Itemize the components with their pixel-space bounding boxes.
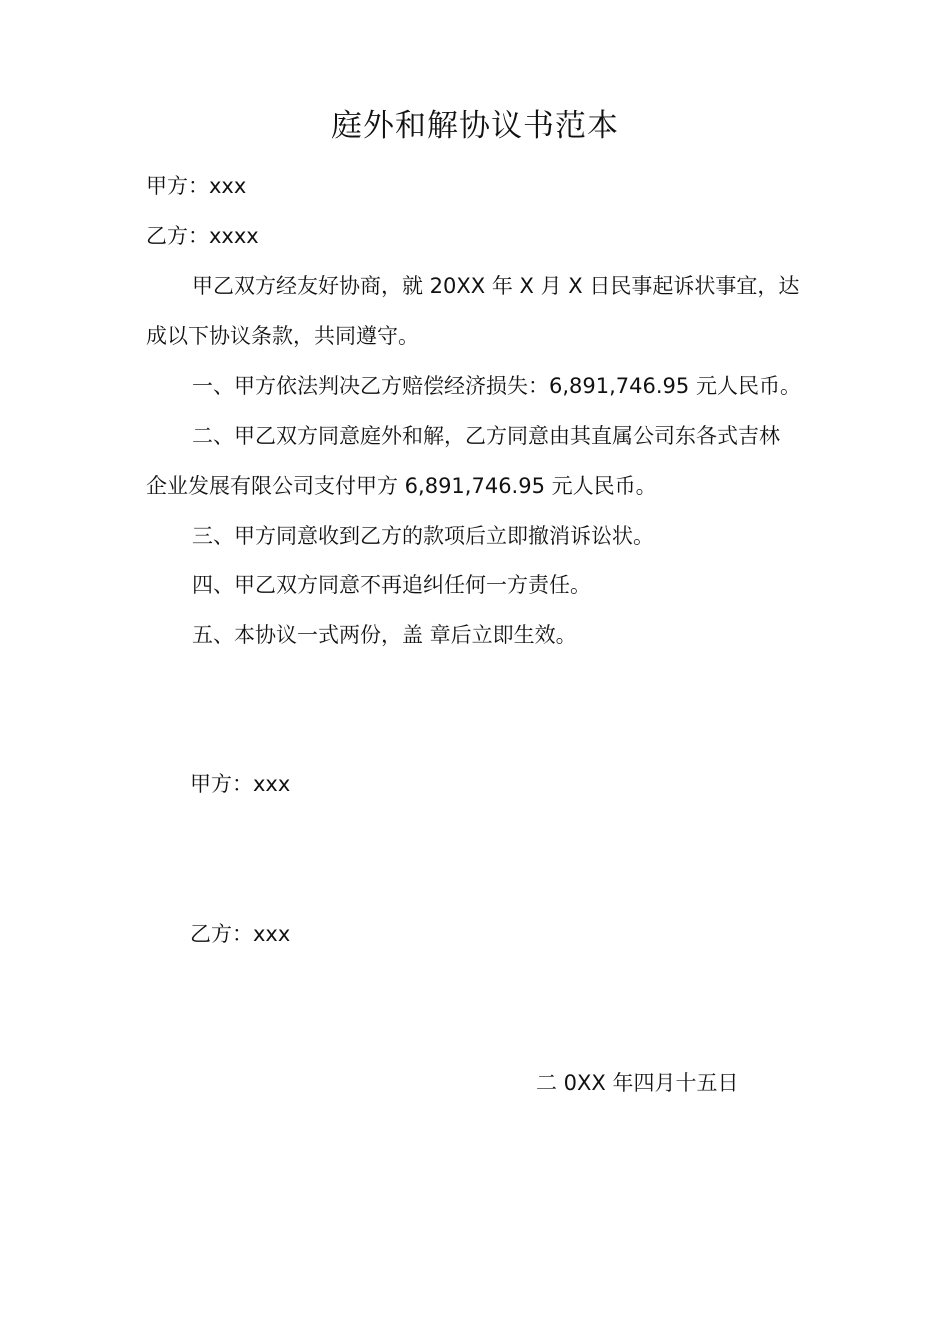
signature-party-a: 甲方：xxx <box>190 772 291 796</box>
clause-5: 五、本协议一式两份，盖 章后立即生效。 <box>192 623 577 647</box>
clause-2-line-1: 二、甲乙双方同意庭外和解，乙方同意由其直属公司东各式吉林 <box>192 424 780 448</box>
agreement-date: 二 0XX 年四月十五日 <box>536 1071 739 1095</box>
clause-1: 一、甲方依法判决乙方赔偿经济损失：6,891,746.95 元人民币。 <box>192 374 801 398</box>
clause-2-line-2: 企业发展有限公司支付甲方 6,891,746.95 元人民币。 <box>146 474 657 498</box>
clause-4: 四、甲乙双方同意不再追纠任何一方责任。 <box>192 573 591 597</box>
document-title: 庭外和解协议书范本 <box>331 108 619 144</box>
intro-paragraph-line-2: 成以下协议条款，共同遵守。 <box>146 324 419 348</box>
intro-paragraph-line-1: 甲乙双方经友好协商，就 20XX 年 X 月 X 日民事起诉状事宜，达 <box>192 274 800 298</box>
clause-3: 三、甲方同意收到乙方的款项后立即撤消诉讼状。 <box>192 524 654 548</box>
signature-party-b: 乙方：xxx <box>190 922 291 946</box>
party-a-line: 甲方：xxx <box>146 174 247 198</box>
party-b-line: 乙方：xxxx <box>146 224 259 248</box>
